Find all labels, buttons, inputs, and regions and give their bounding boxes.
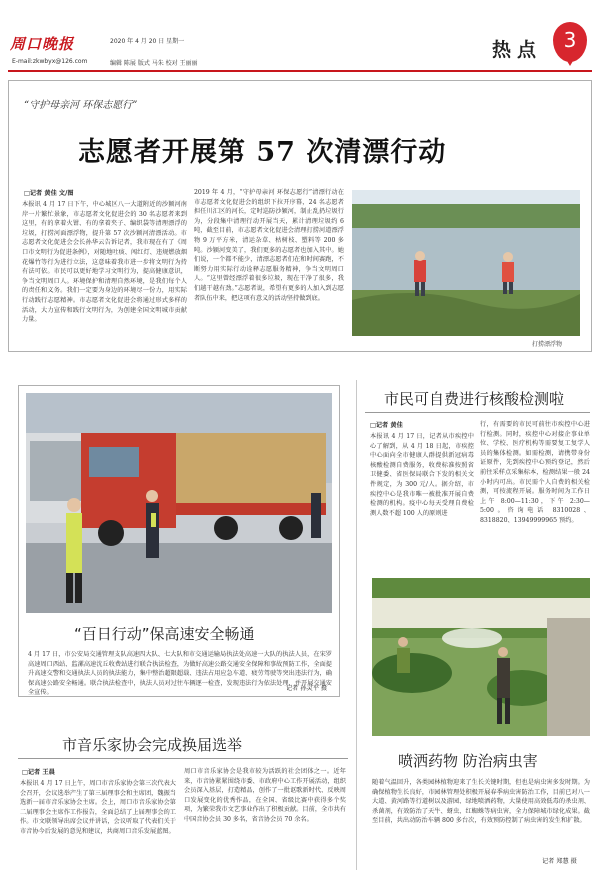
testing-body-col1: 本报讯 4 月 17 日，记者从市疾控中心了解到，从 4 月 18 日起，市疾控中心面向全市健康人群提供新冠病毒核酸检测自费服务，收费标准按照省卫健委、省医保局联合下发的相关文件规定，为 300 元/人。据介绍，市疾控中心是我市唯一被批准开展自费检测的机构。疫中心每天受理自费检测人数不超 100 人的原则进	[370, 433, 474, 517]
lead-body-col1: 本报讯 4 月 17 日下午，中心城区八一大道附近的沙颍河南岸一片繁忙景象，市志愿者文化促进会的 30 名志愿者来到这里，有的拿着火钳、有的拿着夹子、编织袋等清理漂浮的垃圾，打捞河面漂浮物，提升第 57 次沙颍河清漂活动。市志愿者文化促进会会长孙华云告诉记者，我市现在有了《周口市文明行为促进条例》，对随地吐痰、闯红灯、违规燃放烟花爆竹等行为进行立法，这意味着我市进一步将文明行为持有法可依。市民可以更好地学习文明行为，提高健康意识，争当文明周口人。环境保护和清理自然环境，是我们每个人的责任和义务。我们一定要为身边的环境尽一份力，用实际行动践行志愿精神。市志愿者文化促进会将通过形式多样的活动，大力宣传和践行文明行为，为创建全国文明城市贡献力量。	[22, 201, 187, 324]
newspaper-logo: 周口晚报	[10, 35, 75, 53]
masthead-email: E-mail:zkwbyx@126.com	[12, 58, 88, 65]
music-headline: 市音乐家协会完成换届选举	[62, 736, 243, 754]
pest-headline: 喷洒药物 防治病虫害	[398, 752, 538, 770]
page-number-badge: 3	[553, 22, 587, 62]
highway-checkpoint-photo	[26, 393, 332, 613]
testing-body-col2: 行，有需要的市民可前往市疾控中心进行检测。同时，疾控中心对接企事业单位、学校、医疗机构等需要复工复学人员的集体检测。如需检测，请携带身份证原件，先到疾控中心预约登记，然后前往采样点采集标本，检测结果一般 24 小时内可出。市民需个人自费的相关检测，可按流程开展。服务时间为工作日上午 8:00—11:30，下午 2:30—5:00。咨询电话 8310028、8318820、13949999965 预约。	[480, 421, 590, 524]
lead-headline: 志愿者开展第 57 次清漂行动	[78, 137, 447, 168]
testing-title-rule	[365, 412, 590, 413]
pest-body: 随着气温回升，各类园林植物迎来了生长关键时期，但也是病虫害多发时期。为确保植物生长良好，市园林管理处积极开展春季病虫害防治工作，目前已对八一大道、黄河路等行道树以及游园、绿地喷洒药物，大量使用高效低毒的杀虫剂、杀菌剂，有效防治了天牛、蚜虫、红蜘蛛等病虫害，全力保障城市绿化成果。截至目前，共出动防治车辆 800 多台次，有效预防控制了病虫害的发生和扩散。	[372, 779, 590, 825]
testing-headline: 市民可自费进行核酸检测啦	[384, 390, 565, 408]
lead-byline: □记者 黄佳 文/图	[24, 190, 74, 197]
section-title: 热点	[492, 39, 543, 61]
music-title-rule	[18, 758, 348, 759]
masthead-editors: 编辑 陈展 版式 马朱 校对 王丽丽	[110, 60, 198, 67]
lead-kicker: “守护母亲河 环保志愿行”	[24, 100, 138, 111]
highway-headline: “百日行动”保高速安全畅通	[74, 625, 255, 643]
pesticide-spraying-photo	[372, 578, 590, 736]
column-divider	[356, 380, 357, 870]
river-cleanup-photo	[352, 190, 580, 336]
highway-body: 4 月 17 日，市公安局交通管理支队高速四大队、七大队和市交通运输局执法处高速一大队的执法人员，在宋罗高速周口西站、监漯高速沈丘收费站进行联合执法检查，为做好高速公路交通安全保障和事故预防工作，全面提升高速交警和交通执法人员的执法能力，集中整治超限超载、违法占用应急车道、疲劳驾驶等突出违法行为，确保高速公路安全畅通。联合执法检查中，执法人员对过往车辆逐一检查，发现违法行为依法处理，并开展交通安全宣传。	[28, 651, 332, 697]
highway-byline: 记者 孙灵平 摄	[286, 685, 328, 692]
music-byline: □记者 王晨	[22, 769, 55, 776]
masthead-date: 2020 年 4 月 20 日 星期一	[110, 38, 185, 45]
testing-byline: □记者 黄佳	[370, 422, 403, 429]
lead-body-col2: 2019 年 4 月，“守护母亲河 环保志愿行”清漂行动在市志愿者文化促进会的组织下拉开序幕，24 名志愿者担任川汇区的河长，定时巡防沙颍河，制止乱扔垃圾行为，分段集中清理行动开展当天，累计清理垃圾约 6 吨，截至目前，市志愿者文化促进会清理打捞河道漂浮物 9 万平方米，清运杂草、枯树枝、塑料等 200 多吨。沙颍河变美了，我们更多的志愿者也加入其中。她们说，一个都不能少，清漂志愿者们在和时间赛跑，不断努力用实际行动诠释志愿服务精神，争当文明周口人。“这里曾经漂浮着很多垃圾，现在干净了很多，我们越干越有劲。”志愿者说，希望有更多的人加入到志愿者队伍中来，把这项有意义的活动坚持做到底。	[194, 189, 344, 302]
music-body-col2: 周口市音乐家协会是我市较为活跃的社会团体之一。近年来，市音协紧紧围绕市委、市政府中心工作开展活动，组织会员深入基层，打造精品，创作了一批讴歌新时代、反映周口发展变化的优秀作品，在全国、省级比赛中获得多个奖项，为繁荣我市文艺事业作出了积极贡献。目前，全市共有中国音协会员 30 多名，省音协会员 70 余名。	[184, 768, 346, 823]
pest-byline: 记者 郑慧 摄	[542, 858, 577, 865]
masthead-rule	[8, 70, 592, 72]
river-photo-caption: 打捞漂浮物	[532, 341, 563, 348]
music-body-col1: 本报讯 4 月 17 日上午，周口市音乐家协会第三次代表大会召开，会议选举产生了第三届理事会和主席团，魏振当选新一届市音乐家协会主席。会上，周口市音乐家协会第二届理事会主席作工作报告，全面总结了上届理事会的工作。市文联领导出席会议并讲话，会议听取了代表们关于市音协今后发展的意见和建议，共商周口音乐发展蓝图。	[20, 780, 176, 835]
